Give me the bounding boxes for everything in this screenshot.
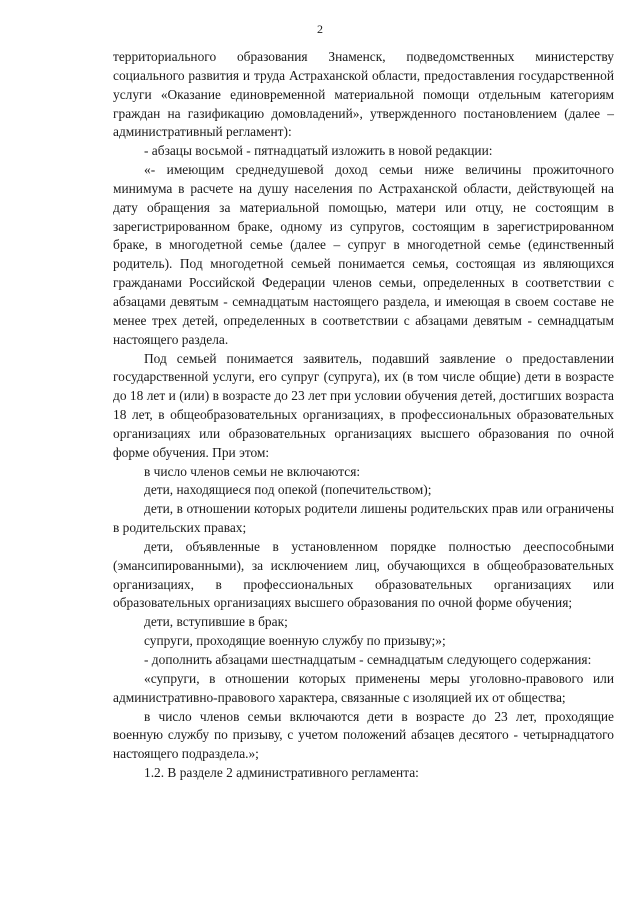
paragraph-conscript-spouses: супруги, проходящие военную службу по призыву;»; bbox=[144, 633, 446, 649]
paragraph-deprived-rights: дети, в отношении которых родители лишены родительских прав или ограничены в родительских правах; bbox=[113, 501, 614, 536]
paragraph-regulation-intro: территориального образования Знаменск, подведомственных министерству социального развития и труда Астраханской области, предоставления государственной услуги «Оказание единовременной материальной помощи отдельным категориям граждан на газификацию домовладений», утвержденного постановлением (далее – административный регламент): bbox=[113, 49, 614, 140]
paragraph-guardianship: дети, находящиеся под опекой (попечительством); bbox=[144, 482, 432, 498]
paragraph-not-included: в число членов семьи не включаются: bbox=[144, 463, 361, 479]
paragraph-add-16-17: - дополнить абзацами шестнадцатым - семнадцатым следующего содержания: bbox=[144, 652, 592, 667]
page-number: 2 bbox=[317, 22, 323, 36]
document-body bbox=[113, 48, 614, 783]
paragraph-low-income: «- имеющим среднедушевой доход семьи ниже величины прожиточного минимума в расчете на душу населения по Астраханской области, действующей на дату обращения за материальной помощью, матери или отцу, не состоящим в зарегистрированном браке, одному из супругов, состоящим в зарегистрированном браке, в многодетной семье (далее – супруг в многодетной семье (единственный родитель). Под многодетной семьей понимается семья, состоящая из являющихся гражданами Российской Федерации членов семьи, определенных в соответствии с абзацами девятым - семнадцатым настоящего раздела, и имеющая в своем составе не менее трех детей, определенных в соответствии с абзацами девятым - семнадцатым настоящего раздела. bbox=[113, 162, 614, 347]
paragraph-section-2: 1.2. В разделе 2 административного регламента: bbox=[144, 765, 419, 781]
paragraph-family-definition: Под семьей понимается заявитель, подавший заявление о предоставлении государственной услуги, его супруг (супруга), их (в том числе общие) дети в возрасте до 18 лет и (или) в возрасте до 23 лет при условии обучения детей, достигших возраста 18 лет, в общеобразовательных организациях, в профессиональных образовательных организациях или образовательных организациях высшего образования по очной форме обучения. При этом: bbox=[113, 350, 614, 460]
paragraph-amend-8-15: - абзацы восьмой - пятнадцатый изложить в новой редакции: bbox=[144, 143, 493, 159]
paragraph-emancipated: дети, объявленные в установленном порядке полностью дееспособными (эмансипированными), за исключением лиц, обучающихся в общеобразовательных организациях, в профессиональных образовательных организациях или образовательных организациях высшего образования по очной форме обучения; bbox=[113, 538, 614, 611]
paragraph-married-children: дети, вступившие в брак; bbox=[144, 614, 288, 630]
paragraph-isolated-spouses: «супруги, в отношении которых применены меры уголовно-правового или административно-правового характера, связанные с изоляцией их от общества; bbox=[113, 670, 614, 705]
paragraph-included-children: в число членов семьи включаются дети в возрасте до 23 лет, проходящие военную службу по призыву, с учетом положений абзацев десятого - четырнадцатого настоящего подраздела.»; bbox=[113, 708, 614, 762]
